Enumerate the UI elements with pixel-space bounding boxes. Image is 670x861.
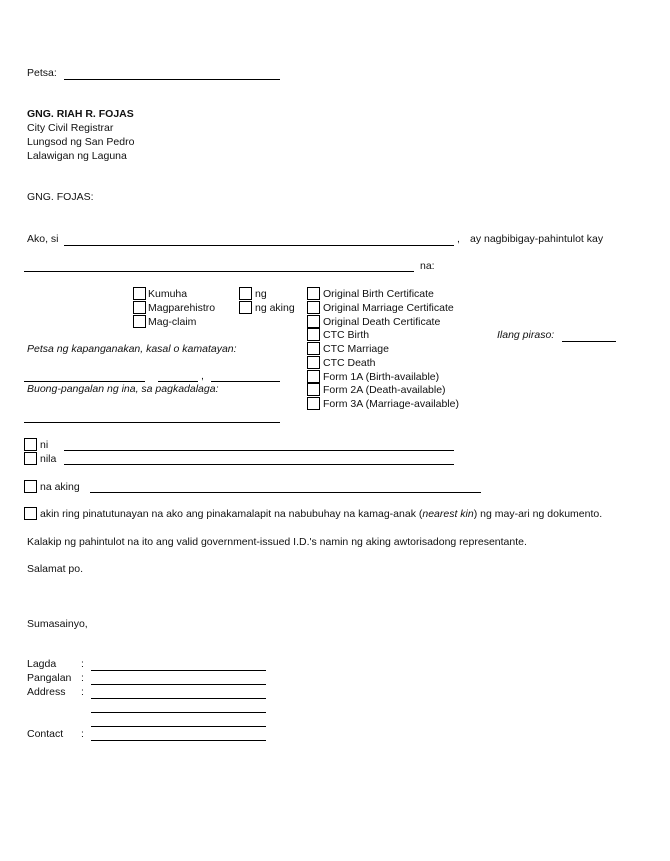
owner-label-na-aking: na aking [40, 481, 80, 493]
salutation: GNG. FOJAS: [27, 191, 94, 203]
signature-colon: : [81, 728, 84, 740]
owner-ni-field[interactable] [64, 450, 454, 451]
representative-name-field[interactable] [24, 271, 414, 272]
copies-field[interactable] [562, 341, 616, 342]
document-checkbox-original-marriage[interactable] [307, 301, 320, 314]
comma-mark: , [457, 233, 460, 245]
document-label-ctc-death: CTC Death [323, 357, 376, 369]
signature-label-pangalan: Pangalan [27, 672, 72, 684]
document-label-original-marriage: Original Marriage Certificate [323, 302, 454, 314]
signature-colon: : [81, 672, 84, 684]
document-label-form-1a: Form 1A (Birth-available) [323, 371, 440, 383]
event-date-label: Petsa ng kapanganakan, kasal o kamatayan: [27, 343, 237, 355]
signature-colon: : [81, 658, 84, 670]
action-checkbox-mag-claim[interactable] [133, 315, 146, 328]
ako-si-label: Ako, si [27, 233, 59, 245]
certification-checkbox[interactable] [24, 507, 37, 520]
document-label-form-2a: Form 2A (Death-available) [323, 384, 446, 396]
signature-colon: : [81, 686, 84, 698]
document-checkbox-original-death[interactable] [307, 315, 320, 328]
document-label-form-3a: Form 3A (Marriage-available) [323, 398, 459, 410]
addressee-name: GNG. RIAH R. FOJAS [27, 108, 134, 120]
authorization-suffix: ay nagbibigay-pahintulot kay [470, 233, 604, 245]
date-field[interactable] [64, 79, 280, 80]
connector-label-ng: ng [255, 288, 267, 300]
document-checkbox-form-1a[interactable] [307, 370, 320, 383]
signature-label-address: Address [27, 686, 66, 698]
address-field-line-1[interactable] [91, 698, 266, 699]
owner-checkbox-nila[interactable] [24, 452, 37, 465]
event-date-year-field[interactable] [211, 381, 280, 382]
name-field[interactable] [91, 684, 266, 685]
document-checkbox-ctc-death[interactable] [307, 356, 320, 369]
owner-checkbox-ni[interactable] [24, 438, 37, 451]
document-label-ctc-birth: CTC Birth [323, 329, 370, 341]
document-checkbox-ctc-birth[interactable] [307, 328, 320, 341]
action-label-magparehistro: Magparehistro [148, 302, 216, 314]
document-checkbox-ctc-marriage[interactable] [307, 342, 320, 355]
copies-label: Ilang piraso: [497, 329, 555, 341]
mother-name-field[interactable] [24, 422, 280, 423]
mother-name-label: Buong-pangalan ng ina, sa pagkadalaga: [27, 383, 219, 395]
connector-checkbox-ng-aking[interactable] [239, 301, 252, 314]
address-field-line-3[interactable] [91, 726, 266, 727]
signature-label-contact: Contact [27, 728, 64, 740]
certification-text-italic: nearest kin [422, 508, 474, 520]
na-label: na: [420, 260, 435, 272]
owner-checkbox-na-aking[interactable] [24, 480, 37, 493]
addressee-city: Lungsod ng San Pedro [27, 136, 135, 148]
closing-text: Sumasainyo, [27, 618, 88, 630]
owner-label-nila: nila [40, 453, 57, 465]
document-label-original-death: Original Death Certificate [323, 316, 441, 328]
document-checkbox-form-2a[interactable] [307, 383, 320, 396]
contact-field[interactable] [91, 740, 266, 741]
action-checkbox-magparehistro[interactable] [133, 301, 146, 314]
action-checkbox-kumuha[interactable] [133, 287, 146, 300]
document-checkbox-form-3a[interactable] [307, 397, 320, 410]
thanks-text: Salamat po. [27, 563, 84, 575]
relationship-field[interactable] [90, 492, 481, 493]
address-field-line-2[interactable] [91, 712, 266, 713]
action-label-mag-claim: Mag-claim [148, 316, 197, 328]
attachment-note: Kalakip ng pahintulot na ito ang valid government-issued I.D.'s namin ng aking awtorisadong representante. [27, 536, 527, 548]
date-label: Petsa: [27, 67, 57, 79]
document-label-ctc-marriage: CTC Marriage [323, 343, 389, 355]
event-date-month-field[interactable] [24, 381, 145, 382]
addressee-title: City Civil Registrar [27, 122, 114, 134]
connector-checkbox-ng[interactable] [239, 287, 252, 300]
certification-text-before: akin ring pinatutunayan na ako ang pinakamalapit na nabubuhay na kamag-anak ( [40, 508, 423, 520]
certification-text-after: ) ng may-ari ng dokumento. [473, 508, 603, 520]
owner-nila-field[interactable] [64, 464, 454, 465]
owner-label-ni: ni [40, 439, 49, 451]
signature-field[interactable] [91, 670, 266, 671]
connector-label-ng-aking: ng aking [255, 302, 295, 314]
event-date-day-field[interactable] [158, 381, 198, 382]
action-label-kumuha: Kumuha [148, 288, 188, 300]
principal-name-field[interactable] [64, 245, 454, 246]
document-label-original-birth: Original Birth Certificate [323, 288, 434, 300]
signature-label-lagda: Lagda [27, 658, 57, 670]
date-comma: , [201, 370, 204, 382]
document-checkbox-original-birth[interactable] [307, 287, 320, 300]
addressee-province: Lalawigan ng Laguna [27, 150, 127, 162]
certification-text [40, 508, 602, 520]
